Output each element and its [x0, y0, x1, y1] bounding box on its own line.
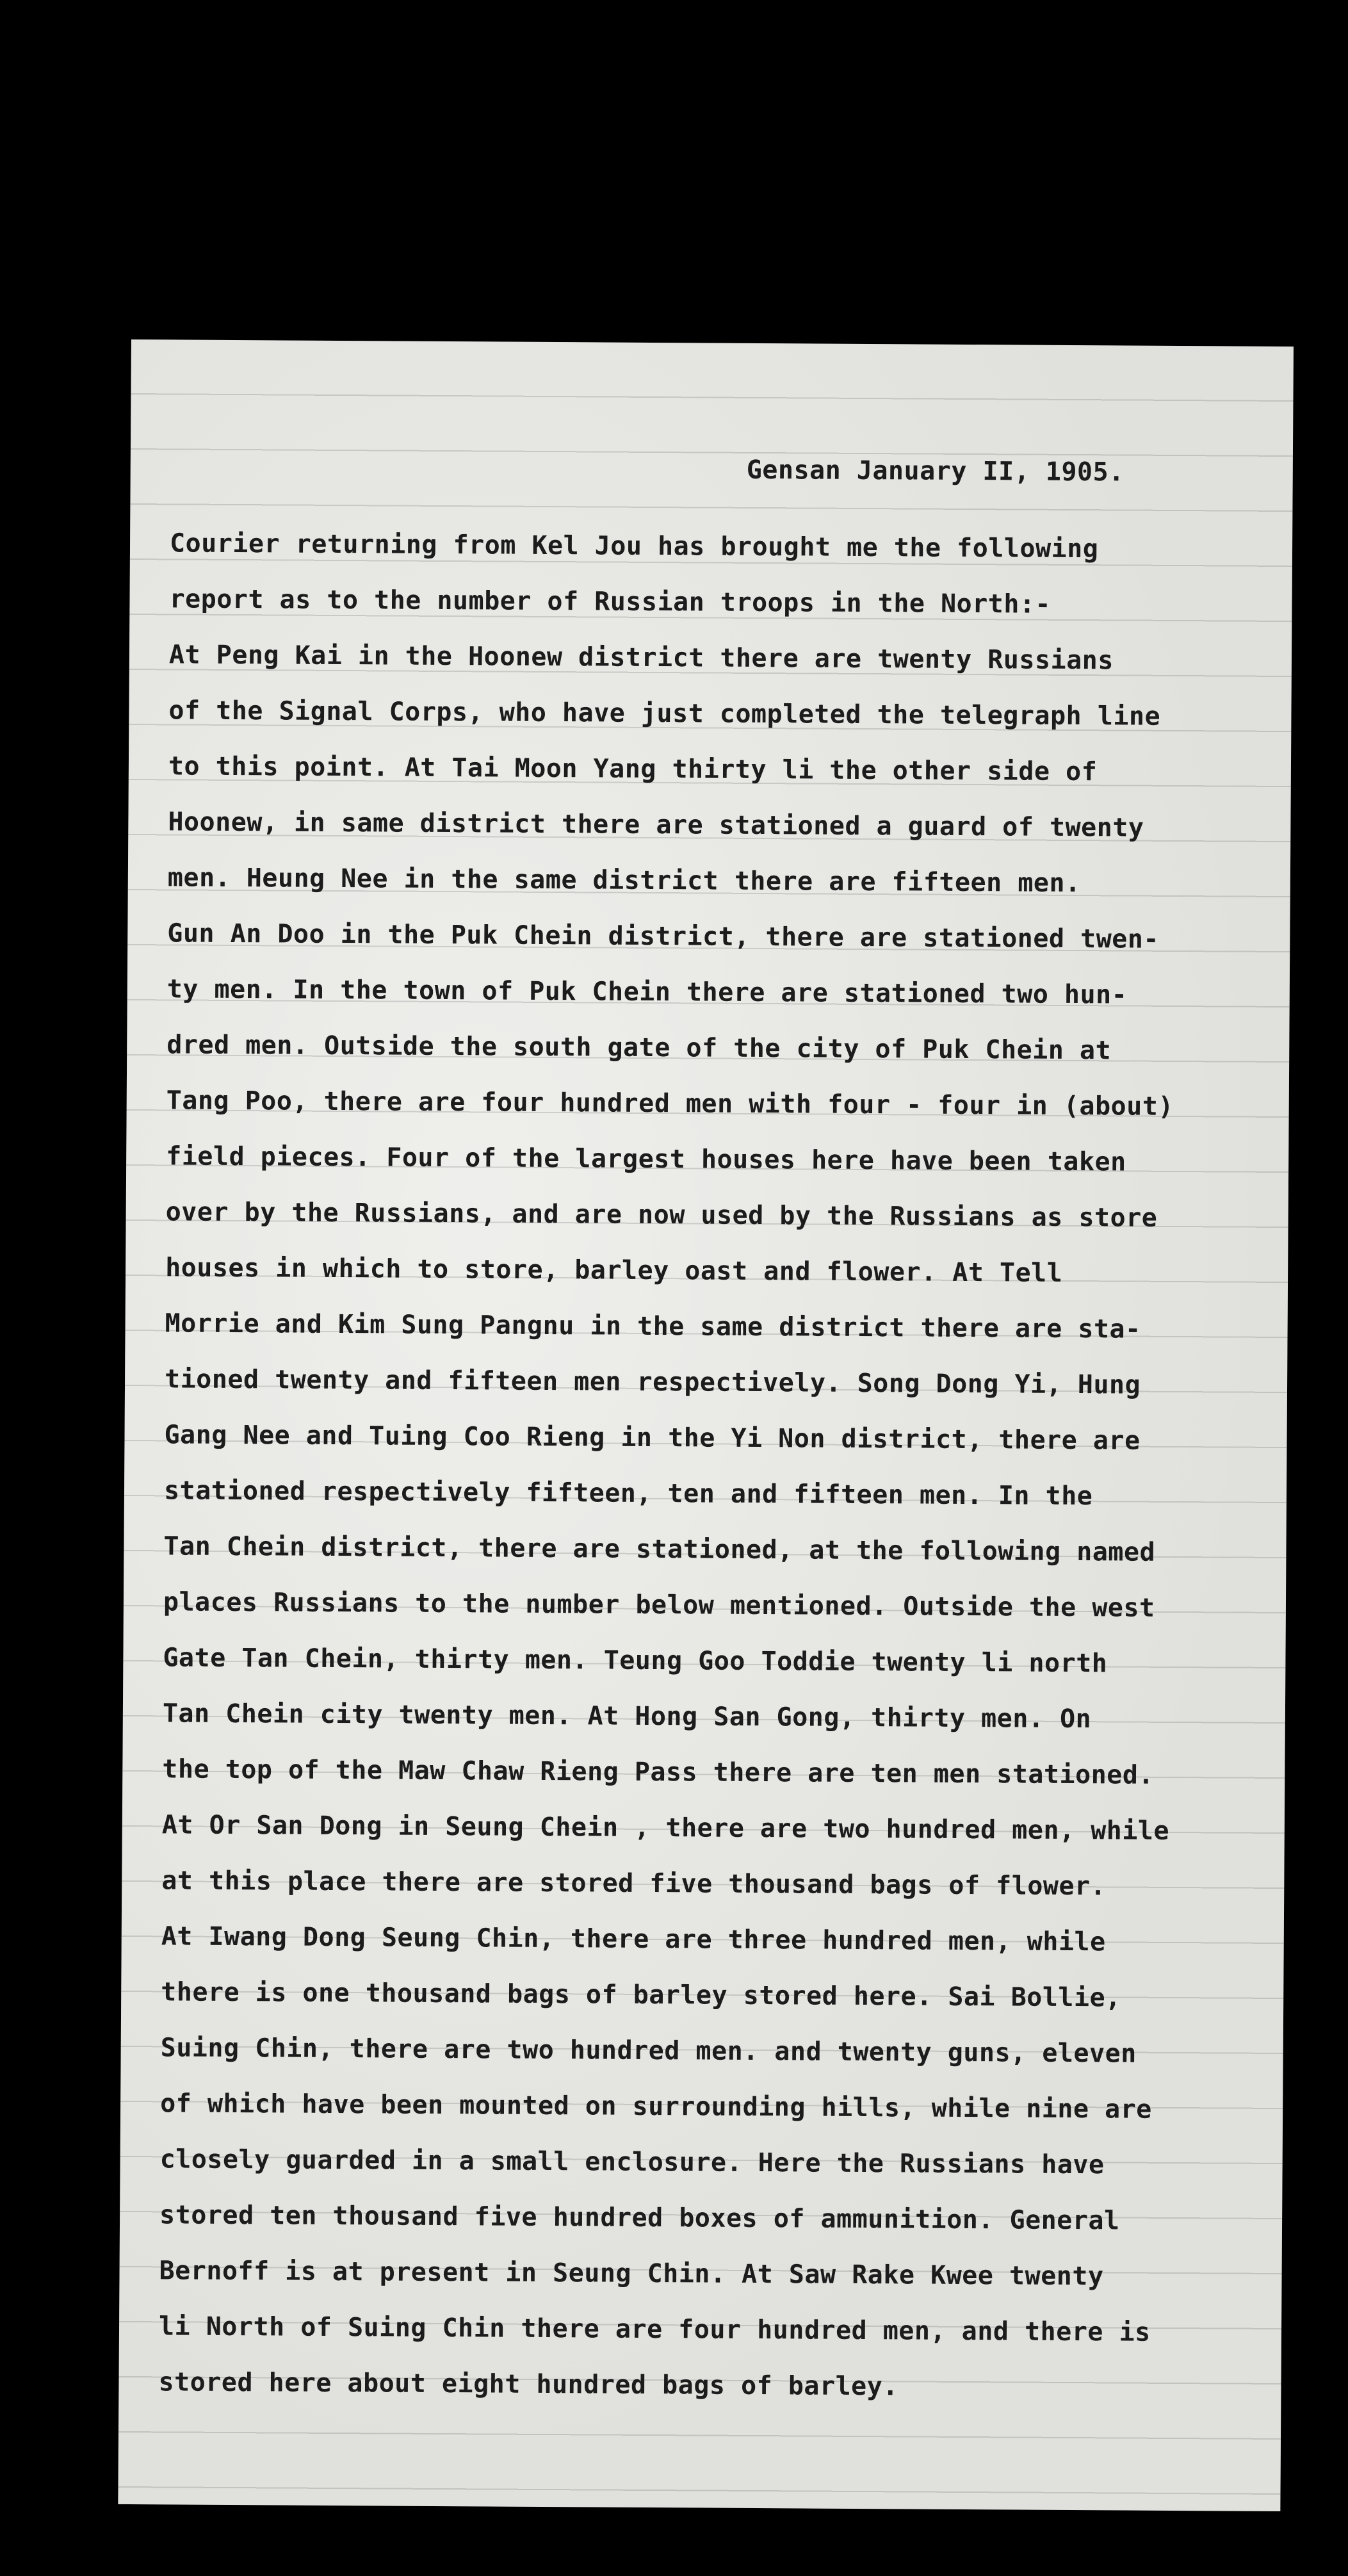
text-line: tioned twenty and fifteen men respectively. Song Dong Yi, Hung [164, 1364, 1141, 1400]
text-line: stored here about eight hundred bags of barley. [158, 2367, 898, 2402]
text-line: Bernoff is at present in Seung Chin. At Saw Rake Kwee twenty [159, 2256, 1104, 2292]
text-line: Tang Poo, there are four hundred men with four - four in (about) [166, 1086, 1174, 1121]
text-line: to this point. At Tai Moon Yang thirty li the other side of [168, 751, 1098, 787]
text-line: Courier returning from Kel Jou has brought me the following [169, 528, 1099, 564]
text-line: dred men. Outside the south gate of the city of Puk Chein at [166, 1030, 1112, 1066]
text-line: At Iwang Dong Seung Chin, there are three hundred men, while [161, 1921, 1106, 1957]
text-line: stored ten thousand five hundred boxes of ammunition. General [159, 2200, 1120, 2236]
text-line: li North of Suing Chin there are four hundred men, and there is [158, 2311, 1151, 2347]
text-line: At Or San Dong in Seung Chein , there are two hundred men, while [161, 1810, 1170, 1846]
text-line: Tan Chein city twenty men. At Hong San Gong, thirty men. On [162, 1699, 1092, 1734]
text-line: over by the Russians, and are now used by the Russians as store [165, 1197, 1158, 1233]
text-line: Gun An Doo in the Puk Chein district, there are stationed twen- [167, 918, 1160, 954]
text-line: Morrie and Kim Sung Pangnu in the same district there are sta- [165, 1308, 1141, 1344]
dateline: Gensan January II, 1905. [746, 455, 1125, 487]
text-line: ty men. In the town of Puk Chein there are stationed two hun- [166, 974, 1128, 1010]
text-line: Gang Nee and Tuing Coo Rieng in the Yi Non district, there are [164, 1420, 1141, 1456]
text-line: report as to the number of Russian troops in the North:- [169, 584, 1052, 619]
text-line: places Russians to the number below mentioned. Outside the west [163, 1587, 1155, 1623]
text-line: there is one thousand bags of barley stored here. Sai Bollie, [161, 1977, 1121, 2013]
text-line: closely guarded in a small enclosure. Here the Russians have [159, 2144, 1105, 2180]
text-line: stationed respectively fifteen, ten and fifteen men. In the [163, 1476, 1093, 1512]
text-line: Gate Tan Chein, thirty men. Teung Goo Toddie twenty li north [163, 1643, 1108, 1679]
text-line: houses in which to store, barley oast and flower. At Tell [165, 1253, 1063, 1288]
text-line: field pieces. Four of the largest houses here have been taken [166, 1141, 1126, 1177]
text-line: Tan Chein district, there are stationed, at the following named [163, 1531, 1156, 1567]
text-line: of the Signal Corps, who have just completed the telegraph line [168, 696, 1161, 731]
report-text [158, 516, 1258, 2417]
text-line: Suing Chin, there are two hundred men. and twenty guns, eleven [160, 2033, 1137, 2069]
text-line: the top of the Maw Chaw Rieng Pass there are ten men stationed. [162, 1754, 1155, 1790]
text-line: men. Heung Nee in the same district there are fifteen men. [167, 863, 1081, 899]
text-line: At Peng Kai in the Hoonew district there are twenty Russians [168, 640, 1114, 676]
text-line: of which have been mounted on surrounding hills, while nine are [160, 2089, 1152, 2124]
document-page [118, 339, 1294, 2511]
text-line: Hoonew, in same district there are stationed a guard of twenty [168, 807, 1144, 843]
text-line: at this place there are stored five thousand bags of flower. [161, 1866, 1107, 1902]
document-body [158, 452, 1259, 2402]
